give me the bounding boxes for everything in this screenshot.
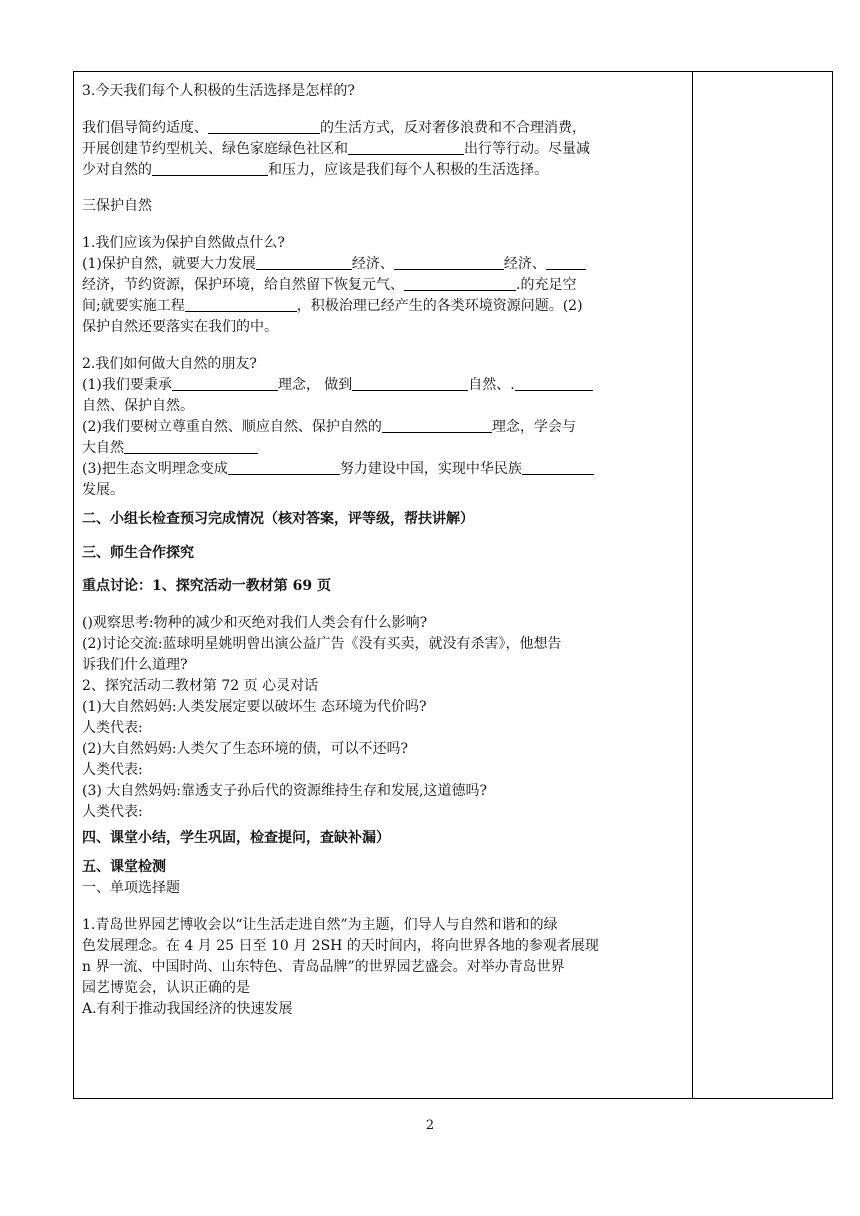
dialogue-line bbox=[82, 697, 688, 718]
text: (2)讨论交流:蓝球明星姚明曾出演公益广告《没有买卖，就没有杀害》，他想告 bbox=[82, 636, 562, 652]
question-3 bbox=[82, 81, 688, 102]
text: 1.我们应该为保护自然做点什么? bbox=[82, 235, 285, 251]
question-line bbox=[82, 936, 688, 957]
text: 色发展理念。在 4 月 25 日至 10 月 2SH 的天时间内，将向世界各地的参观者展现 bbox=[82, 938, 599, 954]
dialogue-line bbox=[82, 781, 688, 802]
text: 一、单项选择题 bbox=[82, 880, 180, 896]
main-cell bbox=[82, 72, 688, 1020]
answer-line bbox=[82, 254, 688, 275]
dialogue-line bbox=[82, 802, 688, 823]
text: 人类代表: bbox=[82, 804, 143, 820]
answer-line bbox=[82, 118, 688, 139]
section-heading-5 bbox=[82, 857, 688, 878]
activity-line bbox=[82, 613, 688, 634]
text: (3) 大自然妈妈:靠透支子孙后代的资源维持生存和发展,这道德吗? bbox=[82, 783, 487, 799]
section-heading-protect bbox=[82, 196, 688, 217]
text: 的生活方式，反对奢侈浪费和不合理消费， bbox=[320, 120, 586, 136]
text: (2)大自然妈妈:人类欠了生态环境的债，可以不还吗? bbox=[82, 741, 409, 757]
heading-text: 三保护自然 bbox=[82, 198, 152, 214]
fill-blank[interactable] bbox=[208, 119, 320, 134]
text: 三、师生合作探究 bbox=[82, 545, 194, 561]
protect-question-1 bbox=[82, 233, 688, 254]
dialogue-line bbox=[82, 718, 688, 739]
fill-blank[interactable] bbox=[515, 376, 593, 391]
text: 出行等行动。尽量减 bbox=[464, 141, 590, 157]
fill-blank[interactable] bbox=[394, 255, 504, 270]
protect-question-2 bbox=[82, 354, 688, 375]
answer-line bbox=[82, 417, 688, 438]
answer-line bbox=[82, 396, 688, 417]
text: (1)大自然妈妈:人类发展定要以破坏生 态环境为代价吗? bbox=[82, 699, 427, 715]
section-heading-4 bbox=[82, 828, 688, 849]
page-number: 2 bbox=[425, 1118, 435, 1133]
fill-blank[interactable] bbox=[404, 276, 516, 291]
question-line bbox=[82, 915, 688, 936]
activity-line bbox=[82, 676, 688, 697]
text: A.有利于推动我国经济的快速发展 bbox=[82, 1001, 293, 1017]
answer-line bbox=[82, 275, 688, 296]
text: (2)我们要树立尊重自然、顺应自然、保护自然的 bbox=[82, 419, 382, 435]
fill-blank[interactable] bbox=[228, 460, 340, 475]
text: 四、课堂小结，学生巩固，检查提问，查缺补漏） bbox=[82, 830, 390, 846]
text: ，积极治理已经产生的各类环境资源问题。(2) bbox=[296, 298, 583, 314]
text: 经济、 bbox=[351, 256, 394, 272]
answer-line bbox=[82, 160, 688, 181]
text: 和压力，应该是我们每个人积极的生活选择。 bbox=[268, 162, 548, 178]
text: 人类代表: bbox=[82, 720, 143, 736]
text: 我们倡导简约适度、 bbox=[82, 120, 208, 136]
text: 自然、保护自然。 bbox=[82, 398, 194, 414]
text: 重点讨论：1、探究活动一教材第 69 页 bbox=[82, 578, 331, 594]
dialogue-line bbox=[82, 739, 688, 760]
text: 自然、. bbox=[468, 377, 515, 393]
text: 大自然 bbox=[82, 440, 124, 456]
question-3-text: 3.今天我们每个人积极的生活选择是怎样的? bbox=[82, 83, 355, 99]
text: 经济、 bbox=[503, 256, 546, 272]
text: 2.我们如何做大自然的朋友? bbox=[82, 356, 257, 372]
worksheet-table bbox=[73, 71, 833, 1099]
fill-blank[interactable] bbox=[124, 439, 258, 454]
text: 发展。 bbox=[82, 482, 124, 498]
fill-blank[interactable] bbox=[185, 297, 297, 312]
fill-blank[interactable] bbox=[152, 161, 268, 176]
fill-blank[interactable] bbox=[256, 255, 352, 270]
answer-line bbox=[82, 480, 688, 501]
question-line bbox=[82, 978, 688, 999]
column-divider bbox=[692, 72, 693, 1098]
text: .的充足空 bbox=[516, 277, 577, 293]
text: n 界一流、中国时尚、山东特色、青岛品牌”的世界园艺盛会。对举办青岛世界 bbox=[82, 959, 565, 975]
answer-line bbox=[82, 438, 688, 459]
fill-blank[interactable] bbox=[522, 460, 594, 475]
text: 2、探究活动二教材第 72 页 心灵对话 bbox=[82, 678, 319, 694]
text: 五、课堂检测 bbox=[82, 859, 166, 875]
text: ()观察思考:物种的减少和灭绝对我们人类会有什么影响? bbox=[82, 615, 428, 631]
text: 诉我们什么道理? bbox=[82, 657, 188, 673]
text: 努力建设中国，实现中华民族 bbox=[339, 461, 522, 477]
text: 保护自然还要落实在我们的中。 bbox=[82, 319, 278, 335]
text: 开展创建节约型机关、绿色家庭绿色社区和 bbox=[82, 141, 348, 157]
fill-blank[interactable] bbox=[348, 140, 464, 155]
text: 二、小组长检查预习完成情况（核对答案，评等级，帮扶讲解） bbox=[82, 511, 474, 527]
text: 园艺博览会，认识正确的是 bbox=[82, 980, 250, 996]
text: (3)把生态文明理念变成 bbox=[82, 461, 228, 477]
text: 经济，节约资源，保护环境，给自然留下恢复元气、 bbox=[82, 277, 404, 293]
text: (1)我们要秉承 bbox=[82, 377, 172, 393]
question-line bbox=[82, 957, 688, 978]
fill-blank[interactable] bbox=[382, 418, 492, 433]
activity-line bbox=[82, 655, 688, 676]
fill-blank[interactable] bbox=[352, 376, 468, 391]
text: 间;就要实施工程 bbox=[82, 298, 185, 314]
text: 理念， 做到 bbox=[277, 377, 353, 393]
dialogue-line bbox=[82, 760, 688, 781]
single-choice-heading bbox=[82, 878, 688, 899]
option-a[interactable] bbox=[82, 999, 688, 1020]
activity-line bbox=[82, 634, 688, 655]
section-heading-2 bbox=[82, 509, 688, 530]
fill-blank[interactable] bbox=[546, 255, 586, 270]
answer-line bbox=[82, 296, 688, 317]
text: 人类代表: bbox=[82, 762, 143, 778]
fill-blank[interactable] bbox=[172, 376, 278, 391]
focus-discussion bbox=[82, 576, 688, 597]
text: 1.青岛世界园艺博收会以“让生活走进自然”为主题，们导人与自然和谐和的绿 bbox=[82, 917, 558, 933]
answer-line bbox=[82, 459, 688, 480]
text: (1)保护自然，就要大力发展 bbox=[82, 256, 256, 272]
section-heading-3 bbox=[82, 543, 688, 564]
answer-line bbox=[82, 375, 688, 396]
text: 理念，学会与 bbox=[491, 419, 576, 435]
text: 少对自然的 bbox=[82, 162, 152, 178]
answer-line bbox=[82, 317, 688, 338]
answer-line bbox=[82, 139, 688, 160]
